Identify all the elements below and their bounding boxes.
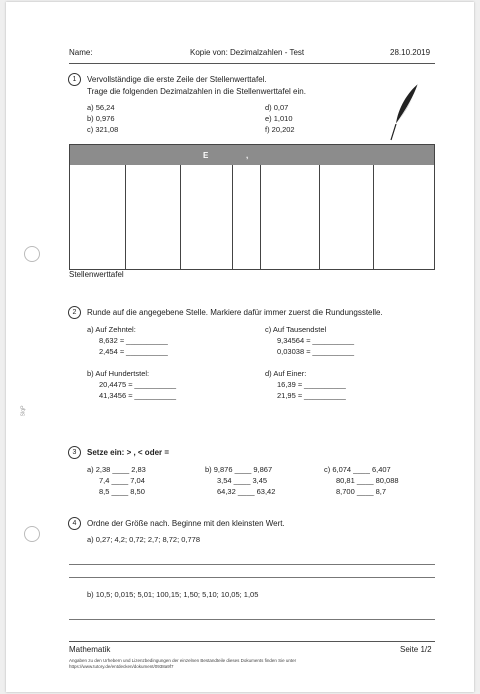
place-value-table-header — [70, 145, 434, 165]
column-divider — [319, 165, 320, 269]
task1-items-left — [87, 102, 118, 135]
footer-rule — [69, 641, 435, 642]
task3-column-c — [324, 464, 399, 497]
task1-item-d: d) 0,07 — [265, 103, 289, 112]
column-divider — [260, 165, 261, 269]
footer-credits-link[interactable]: https://www.tutory.de/entdecken/dokument/0938a9f7 — [69, 664, 174, 669]
task3-column-a — [87, 464, 146, 497]
task2-d-item[interactable]: 21,95 ≈ __________ — [277, 391, 346, 400]
task3-c-item[interactable]: 8,700 ____ 8,7 — [336, 487, 387, 496]
quill-feather-icon — [388, 82, 424, 142]
task1-number: 1 — [68, 73, 81, 86]
task4-number: 4 — [68, 517, 81, 530]
task2-a-label: a) Auf Zehntel: — [87, 325, 136, 334]
worksheet-page — [6, 2, 474, 692]
task1-instruction — [87, 74, 306, 98]
task4-instruction: Ordne der Größe nach. Beginne mit den kleinsten Wert. — [87, 519, 285, 528]
task2-c-item[interactable]: 9,34564 ≈ __________ — [277, 336, 355, 345]
task2-b-item[interactable]: 41,3456 ≈ __________ — [99, 391, 177, 400]
task4-part-a: a) 0,27; 4,2; 0,72; 2,7; 8,72; 0,778 — [87, 535, 201, 544]
table-caption: Stellenwerttafel — [69, 270, 124, 279]
task2-number: 2 — [68, 306, 81, 319]
task4-part-b: b) 10,5; 0,015; 5,01; 100,15; 1,50; 5,10; 10,05; 1,05 — [87, 590, 259, 599]
column-divider — [232, 165, 233, 269]
task1-item-e: e) 1,010 — [265, 114, 293, 123]
footer-credits — [69, 658, 296, 670]
task2-part-d — [265, 368, 346, 401]
task2-d-item[interactable]: 16,39 ≈ __________ — [277, 380, 346, 389]
punch-hole-bottom — [24, 526, 40, 542]
task3-c-item[interactable]: 80,81 ____ 80,088 — [336, 476, 399, 485]
column-divider — [125, 165, 126, 269]
task1-item-b: b) 0,976 — [87, 114, 115, 123]
header-cell-e: E — [203, 151, 209, 160]
task3-c-item[interactable]: c) 6,074 ____ 6,407 — [324, 465, 391, 474]
footer-subject: Mathematik — [69, 645, 111, 654]
margin-mark: SIqP — [20, 405, 27, 417]
column-divider — [180, 165, 181, 269]
task2-part-c — [265, 324, 354, 357]
task2-c-item[interactable]: 0,03038 ≈ __________ — [277, 347, 355, 356]
task2-a-item[interactable]: 8,632 ≈ __________ — [99, 336, 168, 345]
task3-b-item[interactable]: 3,54 ____ 3,45 — [217, 476, 268, 485]
task3-instruction: Setze ein: > , < oder = — [87, 448, 170, 457]
answer-line[interactable] — [69, 564, 435, 565]
task1-item-c: c) 321,08 — [87, 125, 119, 134]
task3-b-item[interactable]: 64,32 ____ 63,42 — [217, 487, 276, 496]
place-value-table — [69, 144, 435, 270]
header-rule — [69, 63, 435, 64]
header-cell-comma: , — [246, 151, 249, 160]
footer-page-number: Seite 1/2 — [400, 645, 432, 654]
punch-hole-top — [24, 246, 40, 262]
task1-items-right — [265, 102, 295, 135]
task1-item-f: f) 20,202 — [265, 125, 295, 134]
name-label: Name: — [69, 48, 93, 57]
task2-b-item[interactable]: 20,4475 ≈ __________ — [99, 380, 177, 389]
task1-instruction-line2: Trage die folgenden Dezimalzahlen in die Stellenwerttafel ein. — [87, 87, 306, 96]
task2-b-label: b) Auf Hundertstel: — [87, 369, 150, 378]
task1-item-a: a) 56,24 — [87, 103, 115, 112]
task3-column-b — [205, 464, 275, 497]
task2-c-label: c) Auf Tausendstel — [265, 325, 327, 334]
column-divider — [373, 165, 374, 269]
task3-number: 3 — [68, 446, 81, 459]
task2-a-item[interactable]: 2,454 ≈ __________ — [99, 347, 168, 356]
task2-d-label: d) Auf Einer: — [265, 369, 307, 378]
task3-a-item[interactable]: 7,4 ____ 7,04 — [99, 476, 145, 485]
document-title: Kopie von: Dezimalzahlen - Test — [190, 48, 305, 57]
task3-b-item[interactable]: b) 9,876 ____ 9,867 — [205, 465, 273, 474]
answer-line[interactable] — [69, 619, 435, 620]
task3-a-item[interactable]: a) 2,38 ____ 2,83 — [87, 465, 146, 474]
footer-credits-line1: Angaben zu den Urhebern und Lizenzbedingungen der einzelnen Bestandteile dieses Dokuments finden Sie unter — [69, 658, 297, 663]
task2-instruction: Runde auf die angegebene Stelle. Markiere dafür immer zuerst die Rundungsstelle. — [87, 308, 383, 317]
task2-part-a — [87, 324, 168, 357]
task2-part-b — [87, 368, 176, 401]
document-date: 28.10.2019 — [390, 48, 431, 57]
task3-a-item[interactable]: 8,5 ____ 8,50 — [99, 487, 145, 496]
task1-instruction-line1: Vervollständige die erste Zeile der Stellenwerttafel. — [87, 75, 267, 84]
answer-line[interactable] — [69, 577, 435, 578]
